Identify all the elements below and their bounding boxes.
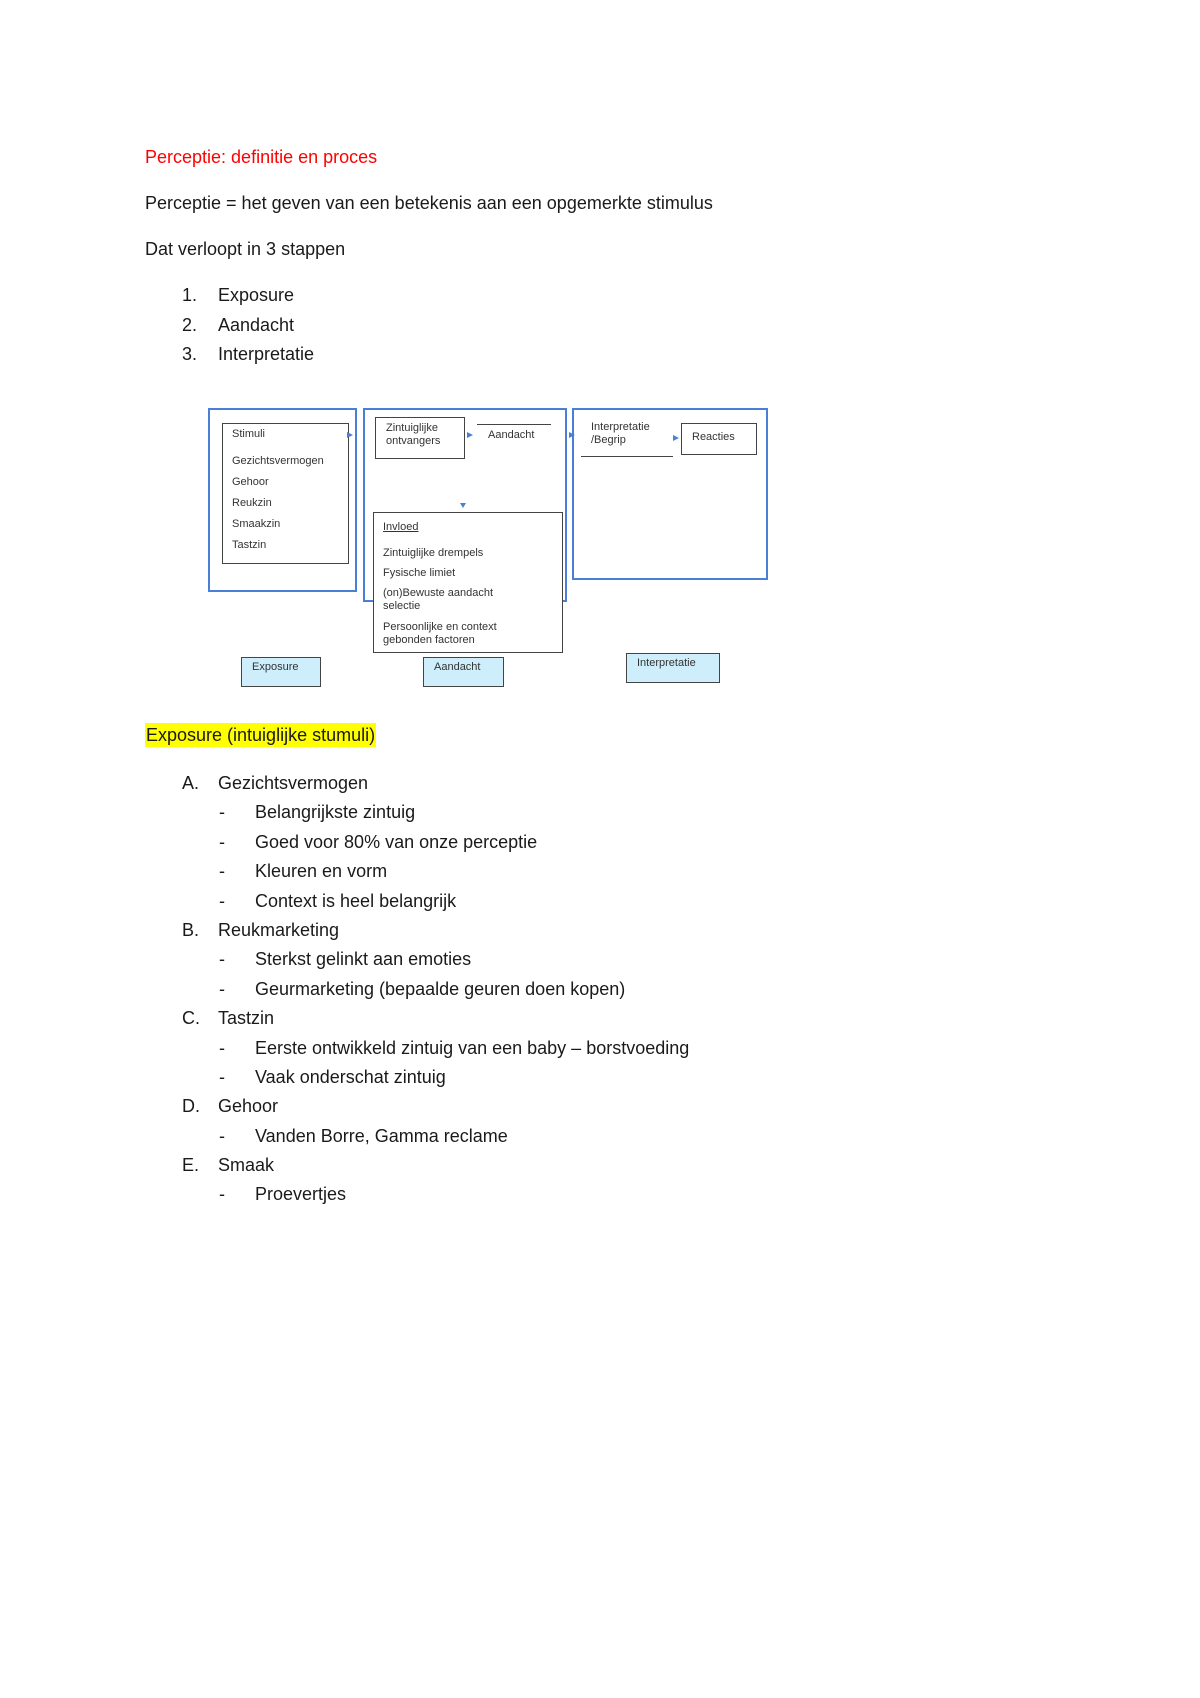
dash: - [219, 1184, 225, 1205]
list-label: Aandacht [218, 314, 295, 335]
arrow-icon [569, 432, 575, 438]
subitem-text: Vaak onderschat zintuig [255, 1066, 446, 1087]
list-subitem [145, 1122, 689, 1151]
dash: - [219, 1125, 225, 1146]
arrow-icon [673, 435, 679, 441]
list-letter: B. [182, 919, 200, 940]
arrow-icon [460, 503, 466, 508]
subitem-text: Context is heel belangrijk [255, 890, 457, 911]
steps-list [145, 281, 314, 370]
label-exposure: Exposure [241, 657, 321, 687]
subitem-text: Geurmarketing (bepaalde geuren doen kopen) [255, 978, 626, 999]
definition-text: Perceptie = het geven van een betekenis aan een opgemerkte stimulus [145, 193, 713, 213]
list-item [145, 1092, 689, 1121]
dash: - [219, 978, 225, 999]
influence-title: Invloed [383, 521, 419, 533]
list-label: Reukmarketing [218, 919, 340, 940]
subitem-text: Eerste ontwikkeld zintuig van een baby – borstvoeding [255, 1037, 690, 1058]
list-label: Smaak [218, 1155, 275, 1176]
stimuli-item: Gezichtsvermogen [232, 455, 324, 467]
list-number: 3. [182, 344, 198, 364]
influence-item: Zintuiglijke drempels [383, 547, 484, 559]
influence-item: Persoonlijke en context gebonden factoren [383, 621, 497, 646]
list-subitem [145, 1063, 689, 1092]
list-item [145, 1004, 689, 1033]
subitem-text: Proevertjes [255, 1184, 347, 1205]
influence-item: Fysische limiet [383, 567, 456, 579]
list-item [145, 1151, 689, 1180]
perception-process-diagram [205, 404, 775, 704]
subitem-text: Belangrijkste zintuig [255, 802, 416, 823]
list-subitem [145, 887, 689, 916]
list-letter: A. [182, 773, 200, 793]
list-label: Interpretatie [218, 344, 315, 364]
stimuli-item: Smaakzin [232, 518, 281, 530]
arrow-icon [347, 432, 353, 438]
label-interpretatie: Interpretatie [626, 653, 720, 683]
subitem-text: Goed voor 80% van onze perceptie [255, 831, 538, 852]
arrow-icon [467, 432, 473, 438]
list-letter: D. [182, 1096, 200, 1117]
receivers-label: Zintuiglijke ontvangers [386, 422, 441, 447]
label-aandacht: Aandacht [423, 657, 504, 687]
steps-intro-text: Dat verloopt in 3 stappen [145, 239, 346, 259]
list-item [145, 340, 314, 370]
list-item [145, 769, 689, 798]
list-subitem [145, 828, 689, 857]
dash: - [219, 831, 225, 852]
list-label: Exposure [218, 285, 295, 305]
list-item [145, 916, 689, 945]
section-title-exposure: Exposure (intuiglijke stumuli) [146, 725, 376, 745]
stimuli-item: Tastzin [232, 539, 267, 551]
reactions-label: Reacties [692, 431, 735, 443]
dash: - [219, 949, 225, 970]
interpretation-label: Interpretatie /Begrip [591, 421, 650, 446]
dash: - [219, 1037, 225, 1058]
stimuli-item: Reukzin [232, 497, 272, 509]
list-item [145, 281, 314, 311]
page-title: Perceptie: definitie en proces [145, 147, 378, 167]
dash: - [219, 802, 225, 823]
list-subitem [145, 975, 689, 1004]
list-subitem [145, 1180, 689, 1209]
subitem-text: Vanden Borre, Gamma reclame [255, 1125, 508, 1146]
list-subitem [145, 857, 689, 886]
list-number: 1. [182, 285, 198, 305]
list-subitem [145, 1034, 689, 1063]
list-label: Gehoor [218, 1096, 279, 1117]
stimuli-title: Stimuli [232, 428, 266, 440]
list-subitem [145, 798, 689, 827]
list-item [145, 311, 314, 341]
dash: - [219, 1066, 225, 1087]
list-number: 2. [182, 314, 198, 335]
list-label: Gezichtsvermogen [218, 773, 369, 793]
list-subitem [145, 945, 689, 974]
attention-label: Aandacht [488, 429, 535, 441]
subitem-text: Kleuren en vorm [255, 861, 388, 882]
stimuli-item: Gehoor [232, 476, 269, 488]
influence-item: (on)Bewuste aandacht selectie [383, 587, 494, 612]
list-letter: E. [182, 1155, 200, 1176]
dash: - [219, 861, 225, 882]
senses-list [145, 769, 689, 1210]
subitem-text: Sterkst gelinkt aan emoties [255, 949, 472, 970]
list-label: Tastzin [218, 1008, 275, 1029]
list-letter: C. [182, 1008, 200, 1029]
dash: - [219, 890, 225, 911]
